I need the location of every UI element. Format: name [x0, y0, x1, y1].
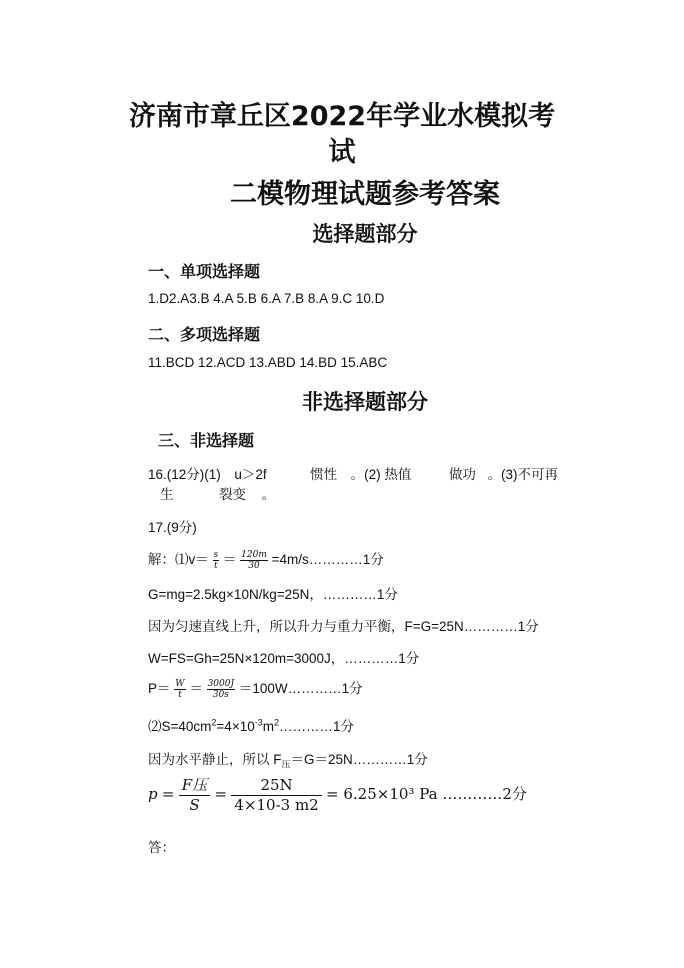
- power-value-fraction: [207, 679, 236, 700]
- fraction-numerator: 25N: [231, 776, 321, 796]
- q16-end: 。: [261, 487, 276, 502]
- pressure-result: = 6.25×10³ Pa …………2分: [326, 785, 527, 803]
- pressure-formula-fraction: [179, 776, 210, 815]
- fraction-denominator: S: [189, 796, 200, 814]
- q17-power-line: P＝ $\frac{W}{t}$ ＝ $\frac{3000J}{30s}$ ＝100W…………1分: [148, 678, 363, 700]
- fraction-numerator: 120m: [241, 549, 267, 560]
- section-nonchoice-heading: 非选择题部分: [302, 389, 428, 414]
- fraction-numerator: 3000J: [207, 678, 235, 689]
- area-sup-2: -3: [254, 717, 263, 728]
- doc-title-line1: 济南市章丘区2022年学业水模拟考: [128, 101, 556, 132]
- q16-prefix: 16.(12分)(1): [148, 467, 221, 482]
- fraction-numerator: s: [213, 549, 219, 560]
- doc-subtitle: 二模物理试题参考答案: [230, 179, 500, 210]
- area-sup-1: 2: [211, 717, 217, 728]
- fraction-denominator: 30: [248, 560, 260, 571]
- fraction-denominator: t: [178, 689, 182, 700]
- velocity-value-fraction: [240, 550, 268, 571]
- section-choice-heading: 选择题部分: [312, 221, 418, 246]
- q16-answer-4: 生: [160, 487, 174, 502]
- power-result: ＝100W…………1分: [238, 681, 363, 696]
- q17-work-line: W=FS=Gh=25N×120m=3000J，…………1分: [148, 651, 420, 666]
- power-prefix: P＝: [148, 681, 171, 696]
- q16-mid: 。(2) 热值: [350, 467, 412, 482]
- pressure-equals: =: [161, 785, 175, 803]
- q2-heading: 二、多项选择题: [148, 325, 261, 344]
- fraction-numerator: W: [175, 678, 185, 689]
- q17-label: 17.(9分): [148, 520, 197, 535]
- q17-balance-line: 因为匀速直线上升，所以升力与重力平衡，F=G=25N…………1分: [148, 619, 539, 634]
- power-formula-fraction: [174, 679, 185, 700]
- q1-heading: 一、单项选择题: [148, 262, 261, 281]
- q2-answers: 11.BCD 12.ACD 13.ABD 14.BD 15.ABC: [148, 355, 388, 370]
- fraction-numerator: F压: [179, 776, 210, 796]
- velocity-prefix: 解：⑴v＝: [148, 552, 209, 567]
- q16-line-2: [160, 483, 275, 503]
- q16-answer-1: u＞2f: [234, 467, 267, 482]
- q16-answer-3: 做功: [448, 467, 476, 482]
- area-sup-3: 2: [273, 717, 279, 728]
- velocity-formula-fraction: [213, 550, 220, 571]
- q16-answer-5: 裂变: [219, 487, 247, 502]
- pressure-symbol: p: [148, 785, 158, 803]
- q17-velocity-line: 解：⑴v＝ $\frac{s}{t}$ ＝ $\frac{120m}{30}$ =4m/s…………1分: [148, 549, 384, 571]
- area-unit: m: [262, 719, 274, 734]
- fraction-denominator: 30s: [212, 689, 229, 700]
- pressure-value-fraction: [231, 776, 321, 815]
- area-result: …………1分: [279, 719, 355, 734]
- q17-pressure-force-line: [148, 748, 428, 771]
- doc-title-line2: 试: [328, 137, 356, 168]
- force-sub: 压: [281, 759, 291, 770]
- fraction-denominator: t: [214, 560, 218, 571]
- q16-line: [148, 463, 558, 483]
- q1-answers: 1.D2.A3.B 4.A 5.B 6.A 7.B 8.A 9.C 10.D: [148, 291, 385, 306]
- q17-area-line: [148, 715, 354, 735]
- area-prefix: ⑵S=40cm: [148, 719, 212, 734]
- q16-tail: 。(3)不可再: [487, 467, 558, 482]
- force-result: ＝G＝25N…………1分: [290, 752, 428, 767]
- fraction-denominator: 4×10-3 m2: [234, 796, 319, 814]
- area-mid: =4×10: [216, 719, 255, 734]
- force-prefix: 因为水平静止，所以 F: [148, 752, 282, 767]
- q3-heading: 三、非选择题: [158, 431, 255, 450]
- q17-answer-label: 答：: [148, 840, 175, 855]
- q16-answer-2: 惯性: [310, 467, 338, 482]
- velocity-result: =4m/s…………1分: [271, 552, 384, 567]
- q17-gravity-line: G=mg=2.5kg×10N/kg=25N，…………1分: [148, 587, 398, 602]
- q17-pressure-line: p = F压 S = $\frac{25N}{4\times 10-3 m2}$ = 6.25×10³ Pa …………2分: [148, 776, 527, 814]
